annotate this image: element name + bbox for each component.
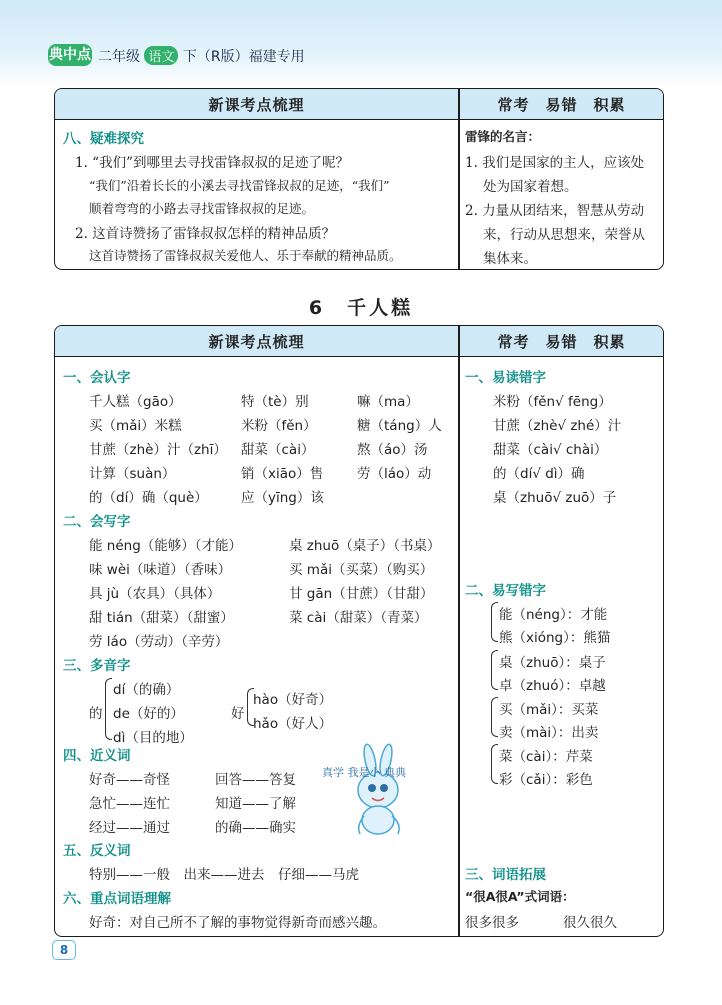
brace-pair <box>491 697 498 737</box>
easy-write-item: 买（mǎi）：买菜 <box>499 702 599 718</box>
edition-label: 下（R版）福建专用 <box>182 49 305 65</box>
write-cell: 甜 tián（甜菜）（甜蜜） <box>89 610 234 626</box>
recog-cell: 熬（áo）汤 <box>357 442 428 458</box>
synonym-pair: 回答——答复 <box>215 772 296 788</box>
expansion-word: 很多很多 <box>465 915 519 931</box>
write-cell: 菜 cài（甜菜）（青菜） <box>289 610 428 626</box>
recog-cell: 的（dí）确（què） <box>89 490 208 506</box>
recog-cell: 计算（suàn） <box>89 466 176 482</box>
section-antonyms: 五、反义词 <box>63 843 131 859</box>
box1-left-head: 新课考点梳理 <box>55 89 458 120</box>
quotes-title: 雷锋的名言： <box>465 129 541 144</box>
easy-write-item: 卖（mài）：出卖 <box>499 725 599 741</box>
section-synonyms: 四、近义词 <box>63 748 131 764</box>
section-easy-write: 二、易写错字 <box>465 583 546 599</box>
chapter-title: 6 千人糕 <box>308 297 414 319</box>
recog-cell: 应（yīng）该 <box>241 490 324 506</box>
brace-pair <box>491 650 498 690</box>
answer-1-line1: “我们”沿着长长的小溪去寻找雷锋叔叔的足迹，“我们” <box>89 178 390 193</box>
answer-1-line2: 顺着弯弯的小路去寻找雷锋叔叔的足迹。 <box>89 201 315 216</box>
question-2: 2. 这首诗赞扬了雷锋叔叔怎样的精神品质？ <box>75 226 336 242</box>
synonym-pair: 好奇——奇怪 <box>89 772 170 788</box>
poly-de-reading: dì（目的地） <box>113 730 193 746</box>
poly-de-reading: de（好的） <box>113 706 184 722</box>
grade-label: 二年级 <box>98 49 140 65</box>
key-word-definition: 好奇：对自己所不了解的事物觉得新奇而感兴趣。 <box>89 915 386 931</box>
poly-hao-reading: hào（好奇） <box>253 692 333 708</box>
write-cell: 劳 láo（劳动）（辛劳） <box>89 634 229 650</box>
box1-right-head: 常考 易错 积累 <box>460 89 664 120</box>
poly-de-reading: dí（的确） <box>113 682 180 698</box>
question-1: 1. “我们”到哪里去寻找雷锋叔叔的足迹了呢？ <box>75 155 349 171</box>
recog-cell: 买（mǎi）米糕 <box>89 418 182 434</box>
recog-cell: 米粉（fěn） <box>241 418 317 434</box>
quote-2-line2: 来，行动从思想来，荣誉从 <box>483 227 645 243</box>
poly-char-de: 的 <box>89 706 103 722</box>
recog-cell: 糖（táng）人 <box>357 418 442 434</box>
write-cell: 味 wèi（味道）（香味） <box>89 562 232 578</box>
expansion-word: 很久很久 <box>563 915 617 931</box>
easy-write-item: 彩（cǎi）：彩色 <box>499 772 593 788</box>
easy-read-item: 桌（zhuō√ zuō）子 <box>493 490 617 506</box>
quote-1-line1: 1. 我们是国家的主人，应该处 <box>465 155 645 171</box>
poly-hao-reading: hǎo（好人） <box>253 716 333 732</box>
easy-write-item: 熊（xióng）：熊猫 <box>499 630 611 646</box>
synonym-pair: 急忙——连忙 <box>89 796 170 812</box>
section-polyphonic: 三、多音字 <box>63 658 131 674</box>
easy-read-item: 的（dí√ dì）确 <box>493 466 585 482</box>
write-cell: 能 néng（能够）（才能） <box>89 538 243 554</box>
synonym-pair: 经过——通过 <box>89 820 170 836</box>
recog-cell: 甘蔗（zhè）汁（zhī） <box>89 442 227 458</box>
easy-read-item: 甜菜（cài√ chài） <box>493 442 608 458</box>
section-doubts: 八、疑难探究 <box>63 131 144 147</box>
page-number: 8 <box>52 940 76 960</box>
section-word-expansion: 三、词语拓展 <box>465 867 546 883</box>
quote-2-line3: 集体来。 <box>483 251 537 267</box>
mascot-illustration <box>320 742 420 842</box>
expansion-title: “很A很A”式词语： <box>465 889 575 904</box>
answer-2: 这首诗赞扬了雷锋叔叔关爱他人、乐于奉献的精神品质。 <box>89 248 402 263</box>
recog-cell: 嘛（ma） <box>357 394 419 410</box>
recog-cell: 千人糕（gāo） <box>89 394 182 410</box>
subject-badge: 语文 <box>144 46 178 65</box>
write-cell: 具 jù（农具）（具体） <box>89 586 221 602</box>
book-title <box>98 46 305 66</box>
easy-write-item: 卓（zhuó）：卓越 <box>499 678 606 694</box>
brace-de <box>105 678 112 740</box>
quote-1-line2: 处为国家着想。 <box>483 179 578 195</box>
recog-cell: 销（xiāo）售 <box>241 466 324 482</box>
box2-divider <box>458 326 460 936</box>
section-recognize: 一、会认字 <box>63 370 131 386</box>
easy-write-item: 桌（zhuō）：桌子 <box>499 655 606 671</box>
box-doubts <box>54 88 664 270</box>
write-cell: 甘 gān（甘蔗）（甘甜） <box>289 586 434 602</box>
easy-read-item: 甘蔗（zhè√ zhé）汁 <box>493 418 622 434</box>
brace-pair <box>491 602 498 642</box>
recog-cell: 甜菜（cài） <box>241 442 315 458</box>
header-band <box>0 0 722 86</box>
synonym-pair: 的确——确实 <box>215 820 296 836</box>
section-easy-read: 一、易读错字 <box>465 370 546 386</box>
mascot-caption: 真学 我是小 典典 <box>322 766 406 779</box>
box2-left-head: 新课考点梳理 <box>55 326 458 357</box>
synonym-pair: 知道——了解 <box>215 796 296 812</box>
recog-cell: 劳（láo）动 <box>357 466 432 482</box>
section-write: 二、会写字 <box>63 514 131 530</box>
recog-cell: 特（tè）别 <box>241 394 309 410</box>
box-lesson-6 <box>54 325 664 937</box>
box1-divider <box>458 89 460 269</box>
brace-pair <box>491 744 498 784</box>
brand-logo: 典中点 <box>48 44 92 66</box>
easy-write-item: 能（néng）：才能 <box>499 607 608 623</box>
easy-read-item: 米粉（fěn√ fēng） <box>493 394 612 410</box>
write-cell: 桌 zhuō（桌子）（书桌） <box>289 538 441 554</box>
antonym-pairs: 特别——一般 出来——进去 仔细——马虎 <box>89 867 359 883</box>
poly-char-hao: 好 <box>231 706 245 722</box>
quote-2-line1: 2. 力量从团结来，智慧从劳动 <box>465 203 645 219</box>
write-cell: 买 mǎi（买菜）（购买） <box>289 562 434 578</box>
section-key-words: 六、重点词语理解 <box>63 891 171 907</box>
box2-right-head: 常考 易错 积累 <box>460 326 664 357</box>
easy-write-item: 菜（cài）：芹菜 <box>499 749 593 765</box>
